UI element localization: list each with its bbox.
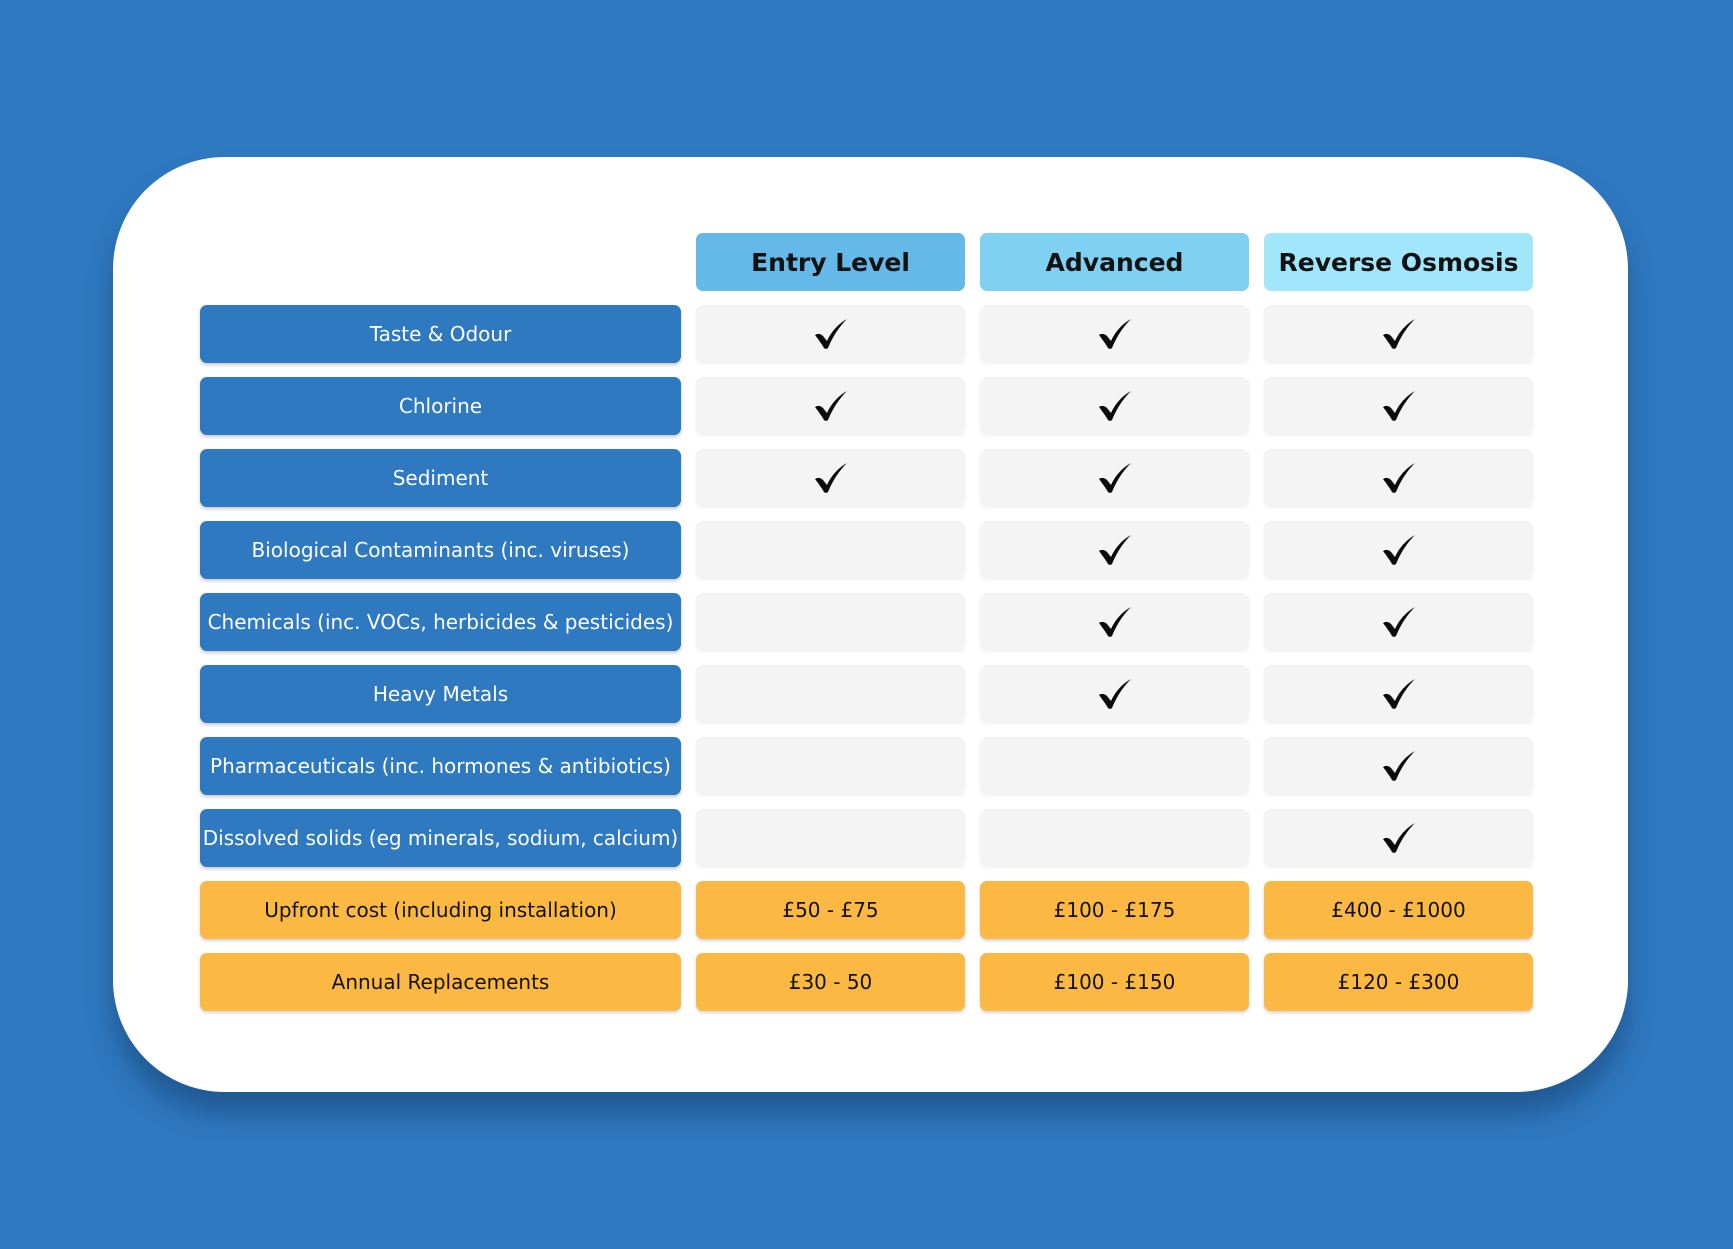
check-cell-chlorine-reverse-osmosis (1264, 377, 1533, 435)
checkmark-icon (1381, 534, 1417, 566)
check-cell-pharmaceuticals-inc-hormones-antibiotics-advanced (980, 737, 1249, 795)
checkmark-icon (813, 390, 849, 422)
checkmark-icon (1381, 822, 1417, 854)
checkmark-icon (1381, 318, 1417, 350)
cost-value-annual-replacements-entry-level: £30 - 50 (696, 953, 965, 1011)
checkmark-icon (1097, 462, 1133, 494)
feature-label-heavy-metals: Heavy Metals (200, 665, 681, 723)
comparison-table (200, 233, 1533, 1011)
cost-label-annual-replacements: Annual Replacements (200, 953, 681, 1011)
checkmark-icon (1381, 678, 1417, 710)
checkmark-icon (1097, 534, 1133, 566)
checkmark-icon (1381, 606, 1417, 638)
check-cell-heavy-metals-reverse-osmosis (1264, 665, 1533, 723)
column-header-advanced: Advanced (980, 233, 1249, 291)
check-cell-taste-odour-advanced (980, 305, 1249, 363)
feature-label-pharmaceuticals-inc-hormones-antibiotics: Pharmaceuticals (inc. hormones & antibiotics) (200, 737, 681, 795)
check-cell-heavy-metals-advanced (980, 665, 1249, 723)
check-cell-biological-contaminants-inc-viruses-entry-level (696, 521, 965, 579)
checkmark-icon (1381, 462, 1417, 494)
column-header-reverse-osmosis: Reverse Osmosis (1264, 233, 1533, 291)
table-corner-spacer (200, 233, 681, 291)
check-cell-chemicals-inc-vocs-herbicides-pesticides-advanced (980, 593, 1249, 651)
check-cell-dissolved-solids-eg-minerals-sodium-calcium-entry-level (696, 809, 965, 867)
feature-label-sediment: Sediment (200, 449, 681, 507)
check-cell-pharmaceuticals-inc-hormones-antibiotics-entry-level (696, 737, 965, 795)
check-cell-chlorine-advanced (980, 377, 1249, 435)
check-cell-chemicals-inc-vocs-herbicides-pesticides-reverse-osmosis (1264, 593, 1533, 651)
checkmark-icon (1097, 678, 1133, 710)
check-cell-pharmaceuticals-inc-hormones-antibiotics-reverse-osmosis (1264, 737, 1533, 795)
cost-value-annual-replacements-reverse-osmosis: £120 - £300 (1264, 953, 1533, 1011)
check-cell-taste-odour-entry-level (696, 305, 965, 363)
checkmark-icon (813, 318, 849, 350)
check-cell-chemicals-inc-vocs-herbicides-pesticides-entry-level (696, 593, 965, 651)
check-cell-taste-odour-reverse-osmosis (1264, 305, 1533, 363)
feature-label-taste-odour: Taste & Odour (200, 305, 681, 363)
checkmark-icon (1381, 750, 1417, 782)
checkmark-icon (1097, 318, 1133, 350)
check-cell-dissolved-solids-eg-minerals-sodium-calcium-reverse-osmosis (1264, 809, 1533, 867)
cost-label-upfront-cost-including-installation: Upfront cost (including installation) (200, 881, 681, 939)
check-cell-heavy-metals-entry-level (696, 665, 965, 723)
cost-value-upfront-cost-including-installation-advanced: £100 - £175 (980, 881, 1249, 939)
column-header-entry-level: Entry Level (696, 233, 965, 291)
check-cell-biological-contaminants-inc-viruses-reverse-osmosis (1264, 521, 1533, 579)
feature-label-chemicals-inc-vocs-herbicides-pesticides: Chemicals (inc. VOCs, herbicides & pesticides) (200, 593, 681, 651)
check-cell-dissolved-solids-eg-minerals-sodium-calcium-advanced (980, 809, 1249, 867)
feature-label-dissolved-solids-eg-minerals-sodium-calcium: Dissolved solids (eg minerals, sodium, calcium) (200, 809, 681, 867)
check-cell-biological-contaminants-inc-viruses-advanced (980, 521, 1249, 579)
check-cell-chlorine-entry-level (696, 377, 965, 435)
feature-label-biological-contaminants-inc-viruses: Biological Contaminants (inc. viruses) (200, 521, 681, 579)
cost-value-annual-replacements-advanced: £100 - £150 (980, 953, 1249, 1011)
checkmark-icon (1097, 606, 1133, 638)
cost-value-upfront-cost-including-installation-reverse-osmosis: £400 - £1000 (1264, 881, 1533, 939)
check-cell-sediment-advanced (980, 449, 1249, 507)
check-cell-sediment-entry-level (696, 449, 965, 507)
feature-label-chlorine: Chlorine (200, 377, 681, 435)
cost-value-upfront-cost-including-installation-entry-level: £50 - £75 (696, 881, 965, 939)
checkmark-icon (1381, 390, 1417, 422)
check-cell-sediment-reverse-osmosis (1264, 449, 1533, 507)
checkmark-icon (1097, 390, 1133, 422)
checkmark-icon (813, 462, 849, 494)
